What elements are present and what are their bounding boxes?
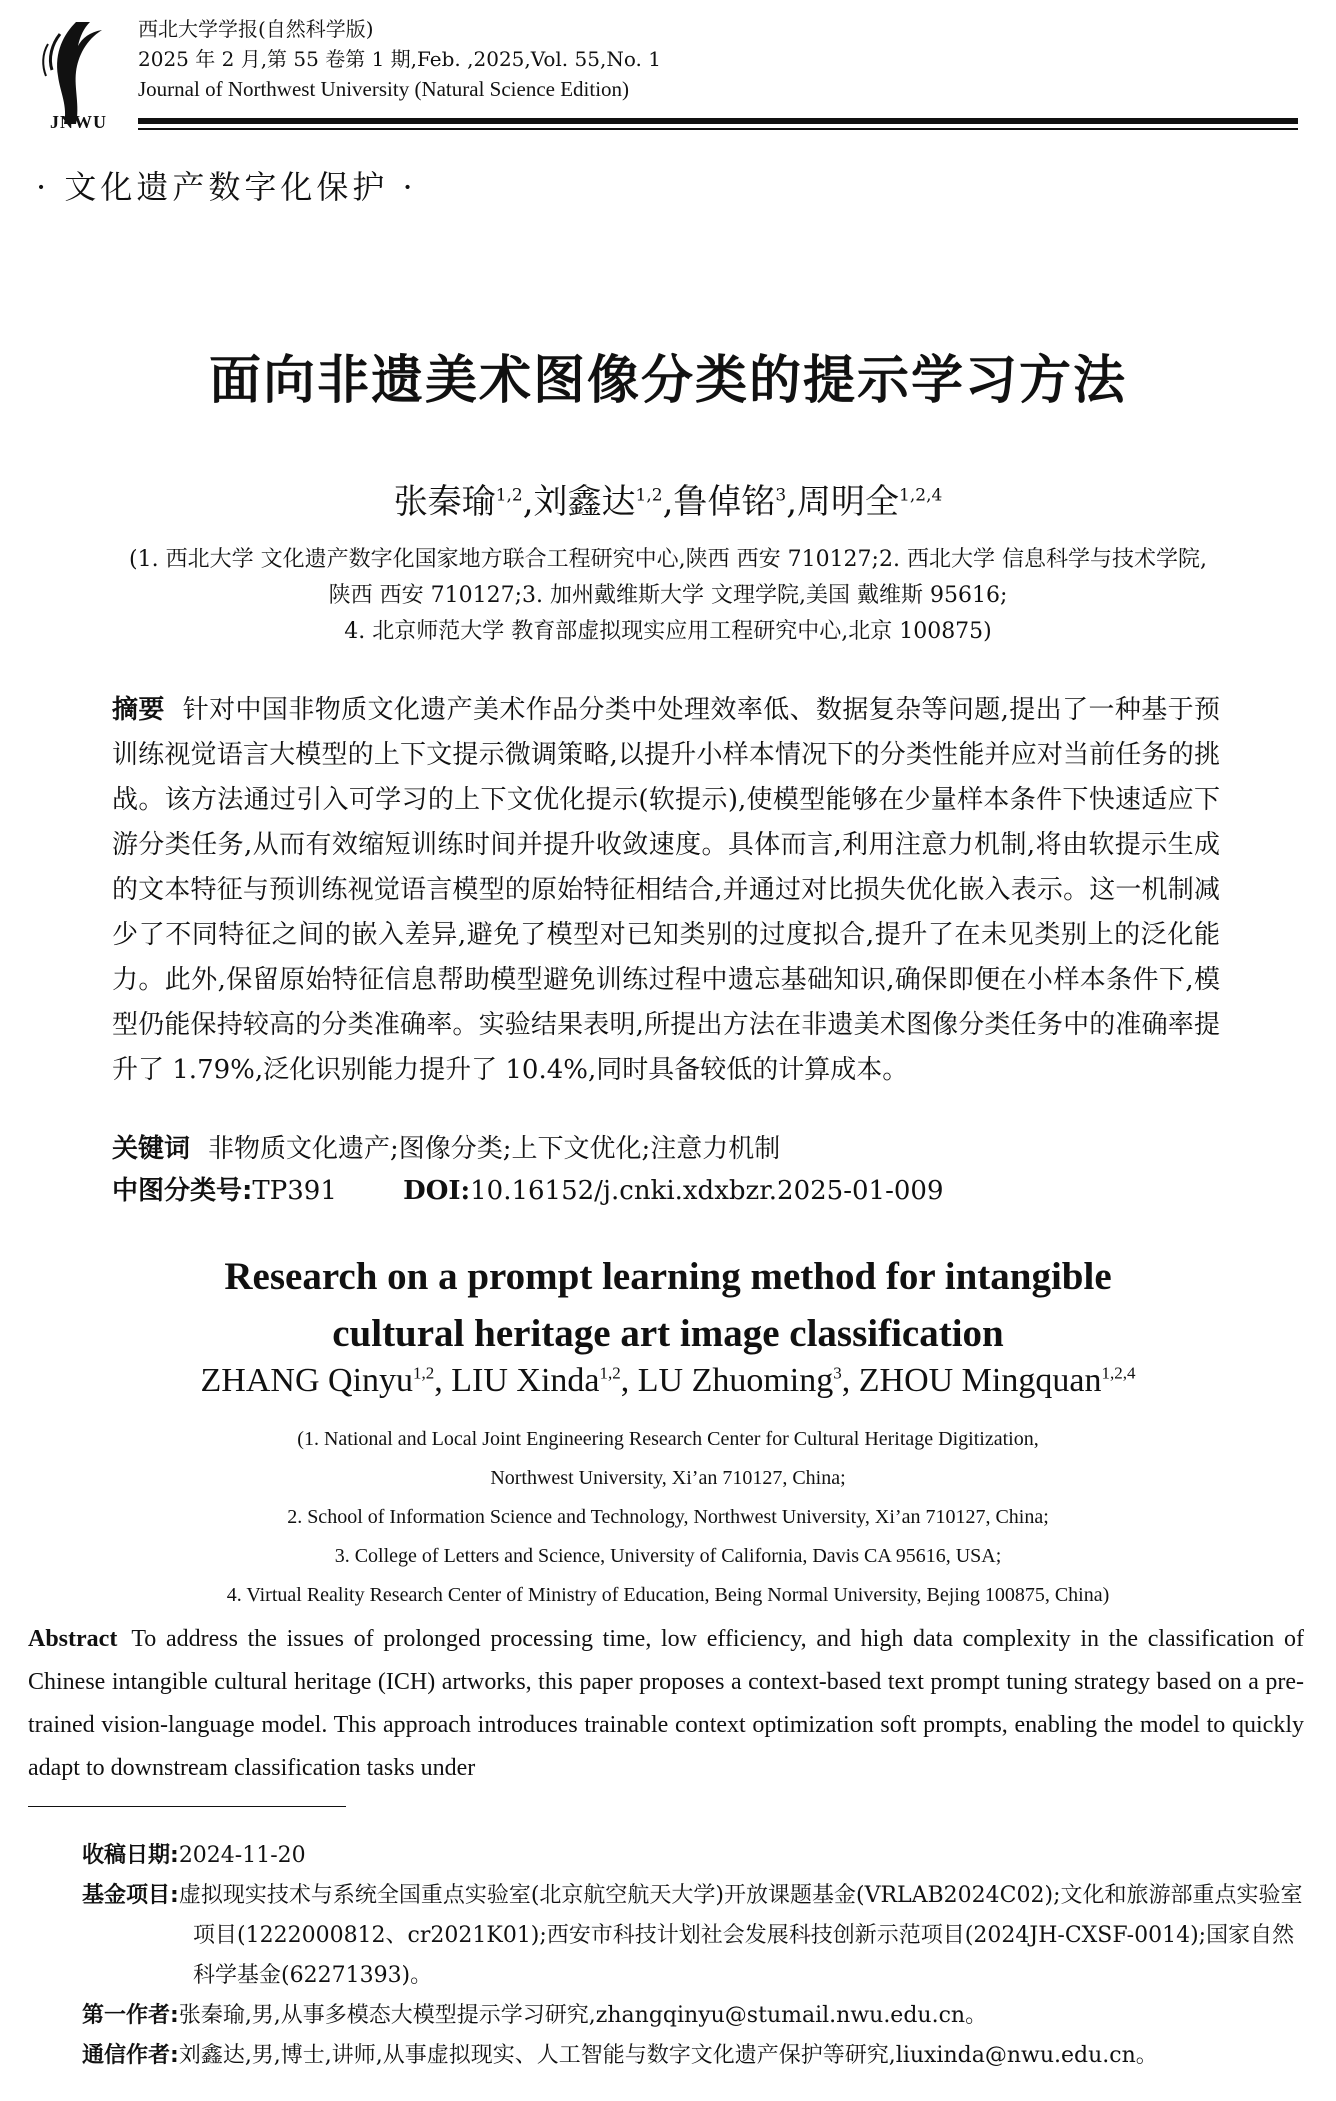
- author-en: ZHANG Qinyu$^{1,2}$,: [200, 1362, 452, 1399]
- clc-label: 中图分类号:: [112, 1176, 253, 1206]
- abstract-cn-text: 针对中国非物质文化遗产美术作品分类中处理效率低、数据复杂等问题,提出了一种基于预训练视觉语言大模型的上下文提示微调策略,以提升小样本情况下的分类性能并应对当前任务的挑战。该方法通过引入可学习的上下文优化提示(软提示),使模型能够在少量样本条件下快速适应下游分类任务,从而有效缩短训练时间并提升收敛速度。具体而言,利用注意力机制,将由软提示生成的文本特征与预训练视觉语言模型的原始特征相结合,并通过对比损失优化嵌入表示。这一机制减少了不同特征之间的嵌入差异,避免了模型对已知类别的过度拟合,提升了在未见类别上的泛化能力。此外,保留原始特征信息帮助模型避免训练过程中遗忘基础知识,确保即便在小样本条件下,模型仍能保持较高的分类准确率。实验结果表明,所提出方法在非遗美术图像分类任务中的准确率提升了 1.79%,泛化识别能力提升了 10.4%,同时具备较低的计算成本。: [112, 695, 1220, 1085]
- affiliation-en-line: 3. College of Letters and Science, University of California, Davis CA 95616, USA;: [334, 1545, 1002, 1567]
- footnote-first-author: 第一作者:张秦瑜,男,从事多模态大模型提示学习研究,zhangqinyu@stumail.nwu.edu.cn。: [82, 2003, 988, 2028]
- affiliation-line: (1. 西北大学 文化遗产数字化国家地方联合工程研究中心,陕西 西安 710127;2. 西北大学 信息科学与技术学院,: [129, 547, 1207, 572]
- keywords-label: 关键词: [112, 1134, 191, 1164]
- footnote-received: 收稿日期:2024-11-20: [82, 1843, 306, 1868]
- journal-header: [138, 14, 661, 104]
- keywords-cn: [112, 1128, 780, 1165]
- footnotes: [82, 1836, 1308, 2076]
- authors-cn: [0, 474, 1336, 523]
- classification-line: [112, 1170, 944, 1207]
- abstract-en-label: Abstract: [28, 1626, 118, 1652]
- title-en-line: Research on a prompt learning method for intangible: [224, 1255, 1112, 1298]
- column-title: · 文化遗产数字化保护 ·: [36, 168, 417, 206]
- affiliation-en-line: Northwest University, Xi’an 710127, China;: [490, 1467, 846, 1489]
- affiliation-en-line: (1. National and Local Joint Engineering Research Center for Cultural Heritage Digitization,: [297, 1428, 1039, 1450]
- affiliation-line: 4. 北京师范大学 教育部虚拟现实应用工程研究中心,北京 100875): [344, 619, 992, 644]
- title-cn: 面向非遗美术图像分类的提示学习方法: [208, 351, 1127, 411]
- author-en: ZHOU Mingquan$^{1,2,4}$: [858, 1362, 1136, 1399]
- abstract-cn: [112, 688, 1220, 1093]
- title-en-line: cultural heritage art image classification: [332, 1312, 1004, 1355]
- authors-en: [0, 1362, 1336, 1400]
- logo-text: JNWU: [50, 112, 107, 132]
- footnote-corresponding: 通信作者:刘鑫达,男,博士,讲师,从事虚拟现实、人工智能与数字文化遗产保护等研究,liuxinda@nwu.edu.cn。: [82, 2043, 1158, 2068]
- author-en: LIU Xinda$^{1,2}$,: [451, 1362, 638, 1399]
- author-cn: 张秦瑜$^{1,2}$,: [393, 482, 534, 522]
- affiliation-en-line: 2. School of Information Science and Technology, Northwest University, Xi’an 710127, China;: [287, 1506, 1049, 1528]
- header-rule-thick: [138, 118, 1298, 124]
- journal-name-cn: 西北大学学报(自然科学版): [138, 17, 374, 41]
- keywords-text: 非物质文化遗产;图像分类;上下文优化;注意力机制: [208, 1134, 781, 1164]
- header-rule-thin: [138, 128, 1298, 130]
- affiliation-line: 陕西 西安 710127;3. 加州戴维斯大学 文理学院,美国 戴维斯 95616;: [328, 583, 1008, 608]
- affiliations-cn: [50, 542, 1286, 650]
- affiliation-en-line: 4. Virtual Reality Research Center of Ministry of Education, Being Normal University, Bejing 100875, China): [226, 1584, 1110, 1606]
- doi-label: DOI:: [403, 1176, 471, 1206]
- footnote-rule: [28, 1806, 346, 1807]
- clc-value: TP391: [252, 1176, 337, 1206]
- author-cn: 刘鑫达$^{1,2}$,: [533, 482, 674, 522]
- doi-value[interactable]: 10.16152/j.cnki.xdxbzr.2025-01-009: [470, 1176, 944, 1206]
- affiliations-en: [0, 1420, 1336, 1615]
- abstract-en: [28, 1618, 1304, 1790]
- footnote-funding: 基金项目:虚拟现实技术与系统全国重点实验室(北京航空航天大学)开放课题基金(VRLAB2024C02);文化和旅游部重点实验室项目(1222000812、cr2021K01);西安市科技计划社会发展科技创新示范项目(2024JH-CXSF-0014);国家自然科学基金(62271393)。: [82, 1883, 1303, 1988]
- issue-line: 2025 年 2 月,第 55 卷第 1 期,Feb. ,2025,Vol. 55,No. 1: [138, 47, 661, 71]
- author-en: LU Zhuoming$^3$,: [637, 1362, 859, 1399]
- author-cn: 鲁倬铭$^3$,: [673, 482, 798, 522]
- journal-name-en: Journal of Northwest University (Natural Science Edition): [138, 77, 630, 101]
- title-en: [0, 1248, 1336, 1362]
- abstract-en-text: To address the issues of prolonged processing time, low efficiency, and high data complexity in the classification of Chinese intangible cultural heritage (ICH) artworks, this paper proposes a context-based text prompt tuning strategy based on a pre-trained vision-language model. This approach introduces trainable context optimization soft prompts, enabling the model to quickly adapt to downstream classification tasks under: [28, 1626, 1304, 1781]
- author-cn: 周明全$^{1,2,4}$: [797, 482, 943, 522]
- abstract-cn-label: 摘要: [112, 695, 165, 725]
